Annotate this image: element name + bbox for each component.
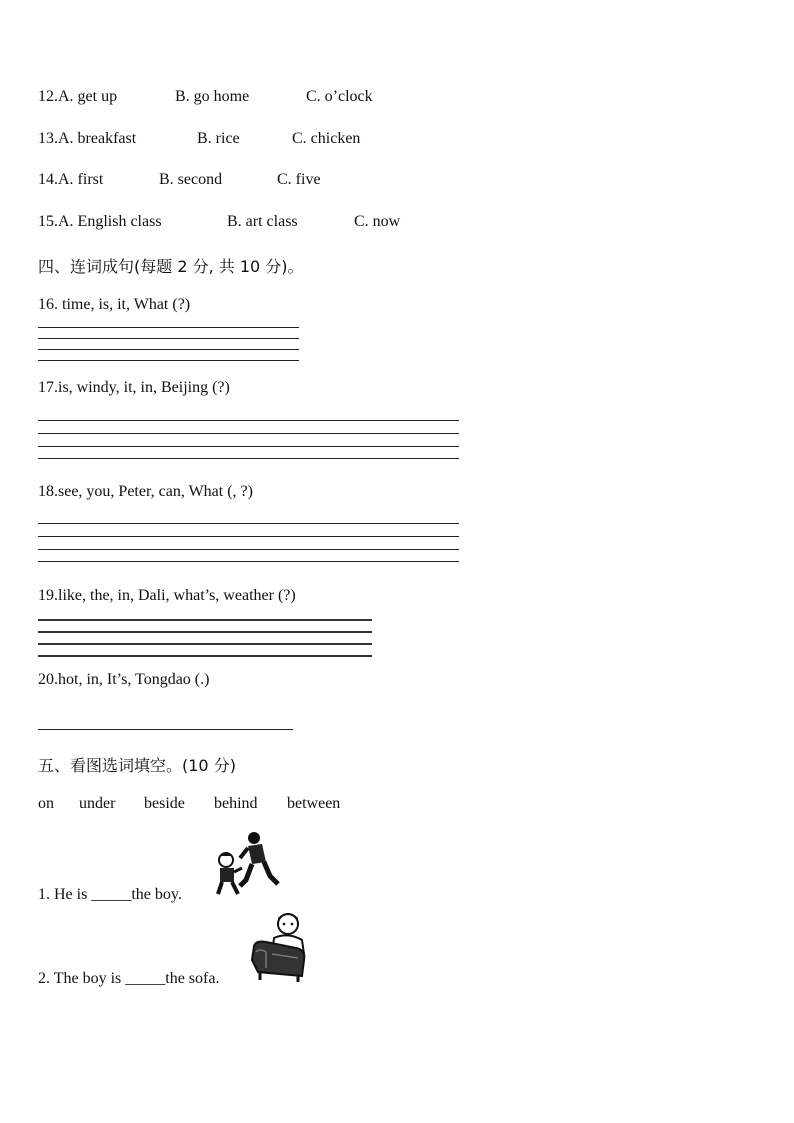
answer-line[interactable] <box>38 327 299 328</box>
option-c: C. now <box>354 213 401 230</box>
option-b: B. second <box>159 171 223 188</box>
answer-line[interactable] <box>38 420 459 421</box>
question-number: 14. <box>38 171 58 188</box>
question-16: 16. time, is, it, What (?) <box>38 296 191 313</box>
option-a: A. English class <box>58 213 162 230</box>
word-bank-item: between <box>287 795 341 812</box>
question-13 <box>38 130 136 148</box>
fill-question-1: 1. He is _____the boy. <box>38 886 182 903</box>
option-a: A. get up <box>58 88 118 105</box>
question-number: 12. <box>38 88 58 105</box>
answer-line[interactable] <box>38 446 459 447</box>
fill-question-2: 2. The boy is _____the sofa. <box>38 970 220 987</box>
answer-line[interactable] <box>38 360 299 361</box>
answer-line[interactable] <box>38 561 459 562</box>
question-number: 15. <box>38 213 58 230</box>
word-bank-item: behind <box>214 795 258 812</box>
option-c: C. five <box>277 171 321 188</box>
question-18: 18.see, you, Peter, can, What (, ?) <box>38 483 253 500</box>
section5-title: 五、看图选词填空。(10 分) <box>38 756 236 775</box>
option-c: C. chicken <box>292 130 361 147</box>
section4-title: 四、连词成句(每题 2 分, 共 10 分)。 <box>38 257 304 276</box>
question-14 <box>38 171 103 189</box>
question-20: 20.hot, in, It’s, Tongdao (.) <box>38 671 210 688</box>
word-bank-item: under <box>79 795 116 812</box>
answer-line[interactable] <box>38 655 372 657</box>
answer-line[interactable] <box>38 433 459 434</box>
option-c: C. o’clock <box>306 88 373 105</box>
question-19: 19.like, the, in, Dali, what’s, weather (?) <box>38 587 296 604</box>
option-b: B. go home <box>175 88 250 105</box>
answer-line[interactable] <box>38 619 372 621</box>
option-a: A. breakfast <box>58 130 137 147</box>
answer-line[interactable] <box>38 643 372 645</box>
question-17: 17.is, windy, it, in, Beijing (?) <box>38 379 230 396</box>
option-b: B. rice <box>197 130 240 147</box>
running-figures-picture <box>212 830 282 898</box>
word-bank-item: beside <box>144 795 185 812</box>
answer-line[interactable] <box>38 729 293 730</box>
answer-line[interactable] <box>38 523 459 524</box>
answer-line[interactable] <box>38 349 299 350</box>
boy-sofa-picture <box>250 910 308 984</box>
option-a: A. first <box>58 171 104 188</box>
word-bank-item: on <box>38 795 54 812</box>
answer-line[interactable] <box>38 536 459 537</box>
question-15 <box>38 213 162 231</box>
question-number: 13. <box>38 130 58 147</box>
answer-line[interactable] <box>38 631 372 633</box>
question-12 <box>38 88 117 106</box>
option-b: B. art class <box>227 213 298 230</box>
answer-line[interactable] <box>38 458 459 459</box>
answer-line[interactable] <box>38 549 459 550</box>
answer-line[interactable] <box>38 338 299 339</box>
